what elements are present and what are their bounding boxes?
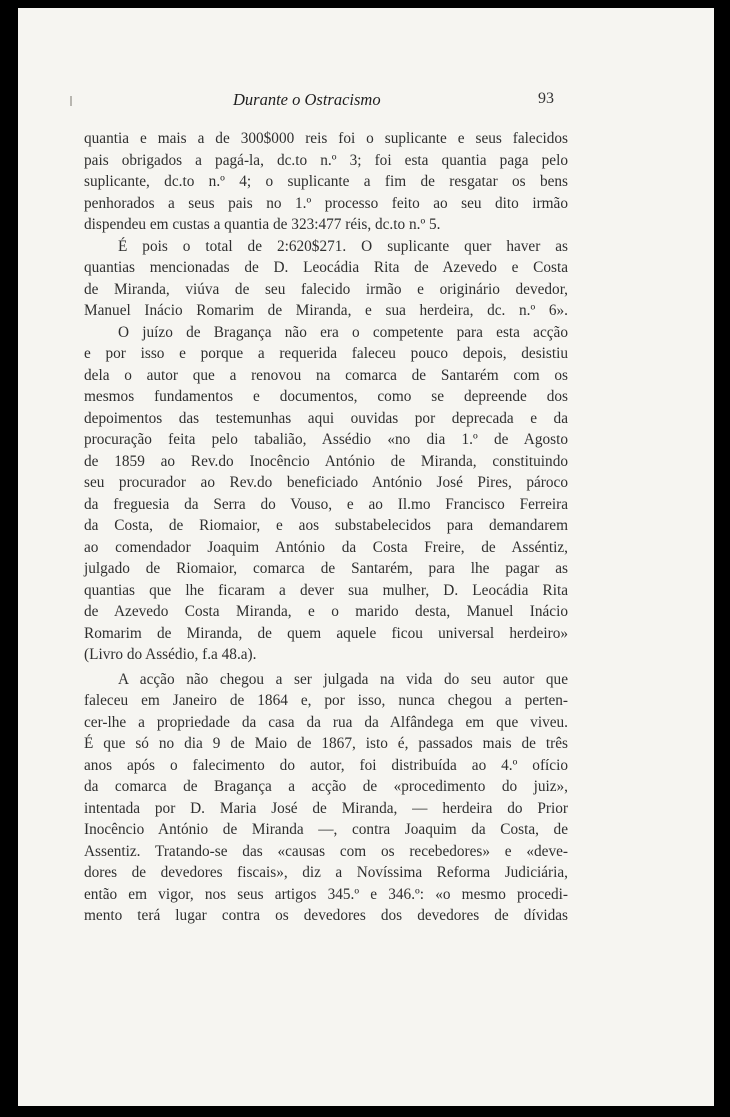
- text-line: anos após o falecimento do autor, foi distribuída ao 4.º ofício: [84, 756, 568, 774]
- text-line: quantia e mais a de 300$000 reis foi o suplicante e seus falecidos: [84, 130, 568, 147]
- text-line: É pois o total de 2:620$271. O suplicante quer haver as: [118, 237, 568, 255]
- text-line: cer-lhe a propriedade da casa da rua da Alfândega em que viveu.: [84, 713, 568, 731]
- text-line: faleceu em Janeiro de 1864 e, por isso, nunca chegou a perten-: [84, 692, 568, 709]
- text-line: quantias que lhe ficaram a dever sua mulher, D. Leocádia Rita: [84, 581, 568, 599]
- text-line: e por isso e porque a requerida faleceu pouco depois, desistiu: [84, 345, 568, 362]
- text-line: mento terá lugar contra os devedores dos devedores de dívidas: [84, 907, 568, 924]
- text-line: de 1859 ao Rev.do Inocêncio António de Miranda, constituindo: [84, 452, 568, 470]
- body-text: [84, 128, 568, 927]
- text-line: quantias mencionadas de D. Leocádia Rita de Azevedo e Costa: [84, 259, 568, 276]
- text-line: de Miranda, viúva de seu falecido irmão e originário devedor,: [84, 280, 568, 298]
- text-line: da freguesia da Serra do Vouso, e ao Il.mo Francisco Ferreira: [84, 495, 568, 513]
- text-line: da comarca de Bragança a acção de «procedimento do juiz»,: [84, 778, 568, 795]
- text-line: intentada por D. Maria José de Miranda, — herdeira do Prior: [84, 799, 568, 817]
- text-line: seu procurador ao Rev.do beneficiado António José Pires, pároco: [84, 474, 568, 491]
- text-line: ao comendador Joaquim António da Costa Freire, de Asséntiz,: [84, 538, 568, 556]
- running-title: Durante o Ostracismo: [233, 90, 381, 109]
- text-line: O juízo de Bragança não era o competente para esta acção: [118, 323, 568, 341]
- text-line: Manuel Inácio Romarim de Miranda, e sua herdeira, dc. n.º 6».: [84, 302, 568, 319]
- text-line: pais obrigados a pagá-la, dc.to n.º 3; foi esta quantia paga pelo: [84, 151, 568, 169]
- text-line: (Livro do Assédio, f.a 48.a).: [84, 646, 257, 663]
- text-line: A acção não chegou a ser julgada na vida do seu autor que: [118, 670, 568, 688]
- text-line: penhorados a seus pais no 1.º processo feito ao seu dito irmão: [84, 194, 568, 212]
- text-line: Romarim de Miranda, de quem aquele ficou universal herdeiro»: [84, 624, 568, 642]
- text-line: suplicante, dc.to n.º 4; o suplicante a fim de resgatar os bens: [84, 173, 568, 190]
- text-line: mesmos fundamentos e documentos, como se depreende dos: [84, 388, 568, 405]
- text-line: Assentiz. Tratando-se das «causas com os recebedores» e «deve-: [84, 842, 568, 860]
- text-line: então em vigor, nos seus artigos 345.º e 346.º: «o mesmo procedi-: [84, 885, 568, 903]
- text-line: Inocêncio António de Miranda —, contra Joaquim da Costa, de: [84, 821, 568, 838]
- running-header: [0, 90, 730, 114]
- text-line: procuração feita pelo tabalião, Assédio «no dia 1.º de Agosto: [84, 431, 568, 448]
- text-line: depoimentos das testemunhas aqui ouvidas por deprecada e da: [84, 409, 568, 427]
- text-line: de Azevedo Costa Miranda, e o marido desta, Manuel Inácio: [84, 603, 568, 620]
- text-line: dela o autor que a renovou na comarca de Santarém com os: [84, 366, 568, 384]
- text-line: julgado de Riomaior, comarca de Santarém, para lhe pagar as: [84, 560, 568, 577]
- text-line: dores de devedores fiscais», diz a Novíssima Reforma Judiciária,: [84, 864, 568, 881]
- text-line: da Costa, de Riomaior, e aos substabelecidos para demandarem: [84, 517, 568, 534]
- page-number: 93: [538, 90, 554, 107]
- text-line: dispendeu em custas a quantia de 323:477 réis, dc.to n.º 5.: [84, 216, 441, 233]
- text-line: É que só no dia 9 de Maio de 1867, isto é, passados mais de três: [84, 735, 568, 752]
